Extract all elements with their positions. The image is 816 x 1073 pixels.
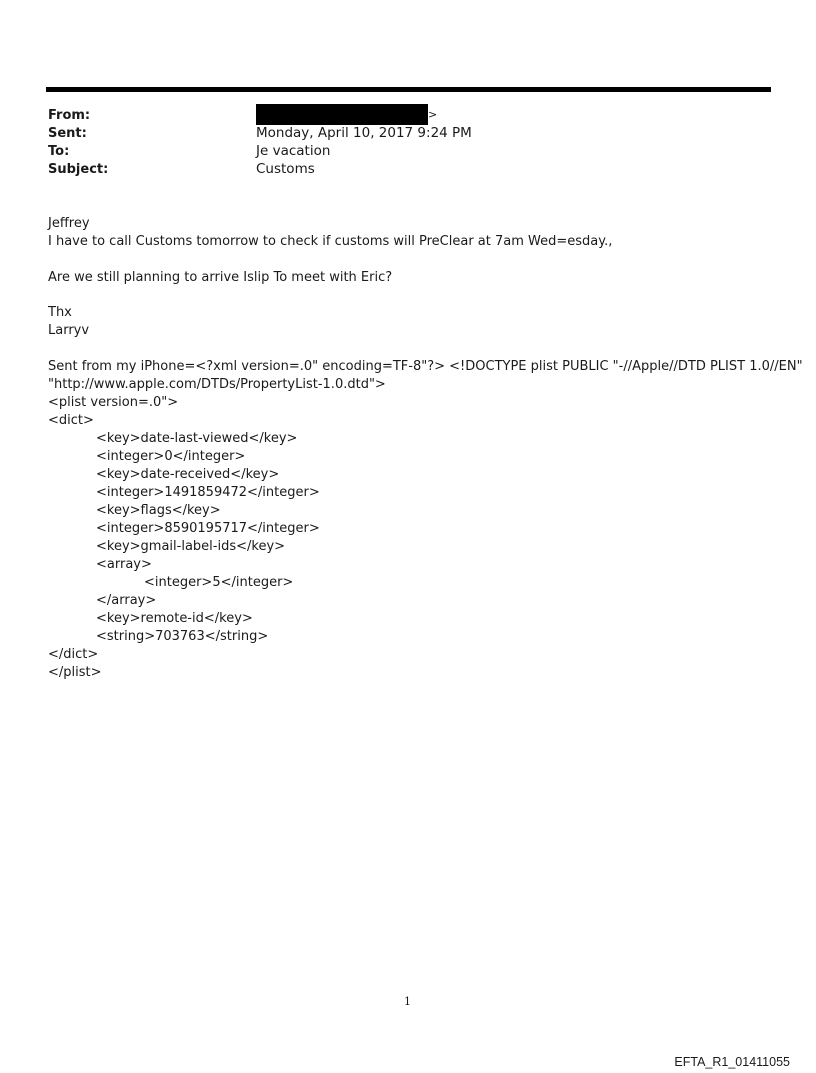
from-label: From: [48,108,91,123]
to-label: To: [48,144,70,159]
body-line: </array> [96,593,157,608]
from-value-trail: > [428,108,438,121]
body-line: <plist version=.0"> [48,395,179,410]
body-line: <string>703763</string> [96,629,269,644]
redacted-sender [256,104,428,125]
body-line: <key>remote-id</key> [96,611,253,626]
body-line: <key>gmail-label-ids</key> [96,539,286,554]
to-value: Je vacation [256,143,331,159]
body-line: I have to call Customs tomorrow to check if customs will PreClear at 7am Wed=esday., [48,234,613,249]
page-number: 1 [404,995,411,1008]
body-line: <integer>1491859472</integer> [96,485,320,500]
document-id: EFTA_R1_01411055 [674,1055,790,1069]
body-line: </dict> [48,647,99,662]
body-line: Sent from my iPhone=<?xml version=.0" encoding=TF-8"?> <!DOCTYPE plist PUBLIC "-//Apple//DTD PLIST 1.0//EN" [48,359,803,374]
sent-label: Sent: [48,126,87,141]
greeting-line: Jeffrey [48,216,90,231]
body-line: <key>date-last-viewed</key> [96,431,298,446]
body-line: <dict> [48,413,94,428]
body-line: <array> [96,557,152,572]
signature-line: Larryv [48,323,90,338]
header-rule [46,87,771,92]
body-line: "http://www.apple.com/DTDs/PropertyList-1.0.dtd"> [48,377,386,392]
subject-label: Subject: [48,162,109,177]
body-line: Thx [48,305,72,320]
sent-value: Monday, April 10, 2017 9:24 PM [256,125,472,141]
body-line: <integer>0</integer> [96,449,246,464]
body-line: <integer>8590195717</integer> [96,521,320,536]
body-line: Are we still planning to arrive Islip To meet with Eric? [48,270,393,285]
subject-value: Customs [256,161,315,177]
body-line: <key>flags</key> [96,503,221,518]
body-line: <integer>5</integer> [144,575,294,590]
body-line: </plist> [48,665,102,680]
body-line: <key>date-received</key> [96,467,280,482]
